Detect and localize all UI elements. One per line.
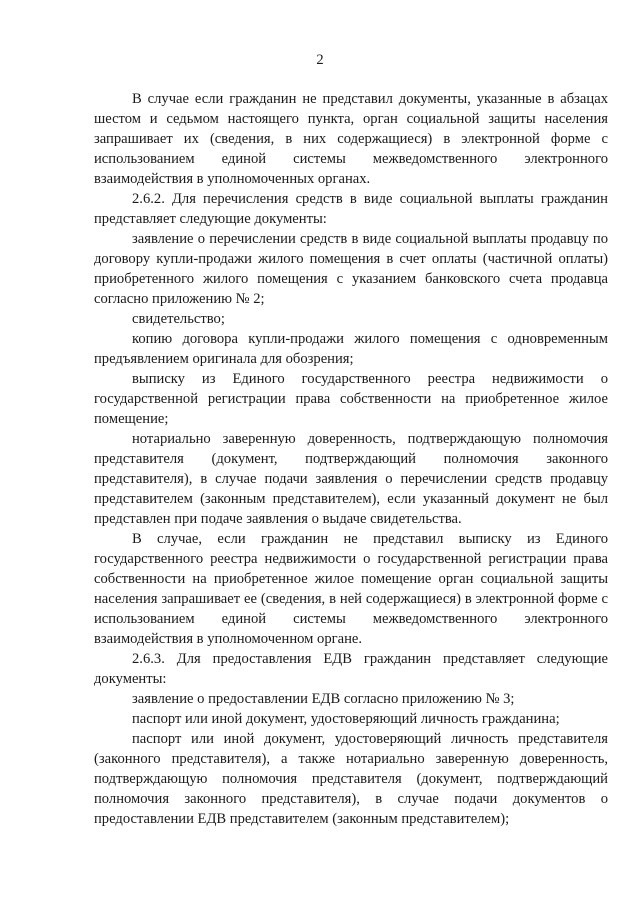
paragraph: нотариально заверенную доверенность, подтверждающую полномочия представителя (документ, подтверждающий полномочия законного представителя), в случае подачи заявления о перечислении средств продавцу представителем (законным представителем), если указанный документ не был представлен при подаче заявления о выдаче свидетельства.	[94, 431, 608, 527]
paragraph: 2.6.3. Для предоставления ЕДВ гражданин представляет следующие документы:	[94, 651, 608, 687]
paragraph: паспорт или иной документ, удостоверяющий личность гражданина;	[132, 711, 560, 727]
paragraph: В случае, если гражданин не представил выписку из Единого государственного реестра недвижимости о государственной регистрации права собственности на приобретенное жилое помещение орган социальной защиты населения запрашивает ее (сведения, в ней содержащиеся) в электронной форме с использованием единой системы межведомственного электронного взаимодействия в уполномоченном органе.	[94, 531, 608, 647]
document-body	[94, 89, 608, 829]
paragraph: выписку из Единого государственного реестра недвижимости о государственной регистрации права собственности на приобретенное жилое помещение;	[94, 371, 608, 427]
page-number: 2	[316, 52, 324, 68]
paragraph: паспорт или иной документ, удостоверяющий личность представителя (законного представителя), а также нотариально заверенную доверенность, подтверждающую полномочия представителя (документ, подтверждающий полномочия законного представителя), в случае подачи документов о предоставлении ЕДВ представителем (законным представителем);	[94, 731, 608, 827]
paragraph: копию договора купли-продажи жилого помещения с одновременным предъявлением оригинала для обозрения;	[94, 331, 608, 367]
paragraph: свидетельство;	[132, 311, 225, 327]
paragraph: заявление о предоставлении ЕДВ согласно приложению № 3;	[132, 691, 515, 707]
paragraph: заявление о перечислении средств в виде социальной выплаты продавцу по договору купли-продажи жилого помещения в счет оплаты (частичной оплаты) приобретенного жилого помещения с указанием банковского счета продавца согласно приложению № 2;	[94, 231, 608, 307]
paragraph: 2.6.2. Для перечисления средств в виде социальной выплаты гражданин представляет следующие документы:	[94, 191, 608, 227]
paragraph: В случае если гражданин не представил документы, указанные в абзацах шестом и седьмом настоящего пункта, орган социальной защиты населения запрашивает их (сведения, в них содержащиеся) в электронной форме с использованием единой системы межведомственного электронного взаимодействия в уполномоченных органах.	[94, 91, 608, 187]
